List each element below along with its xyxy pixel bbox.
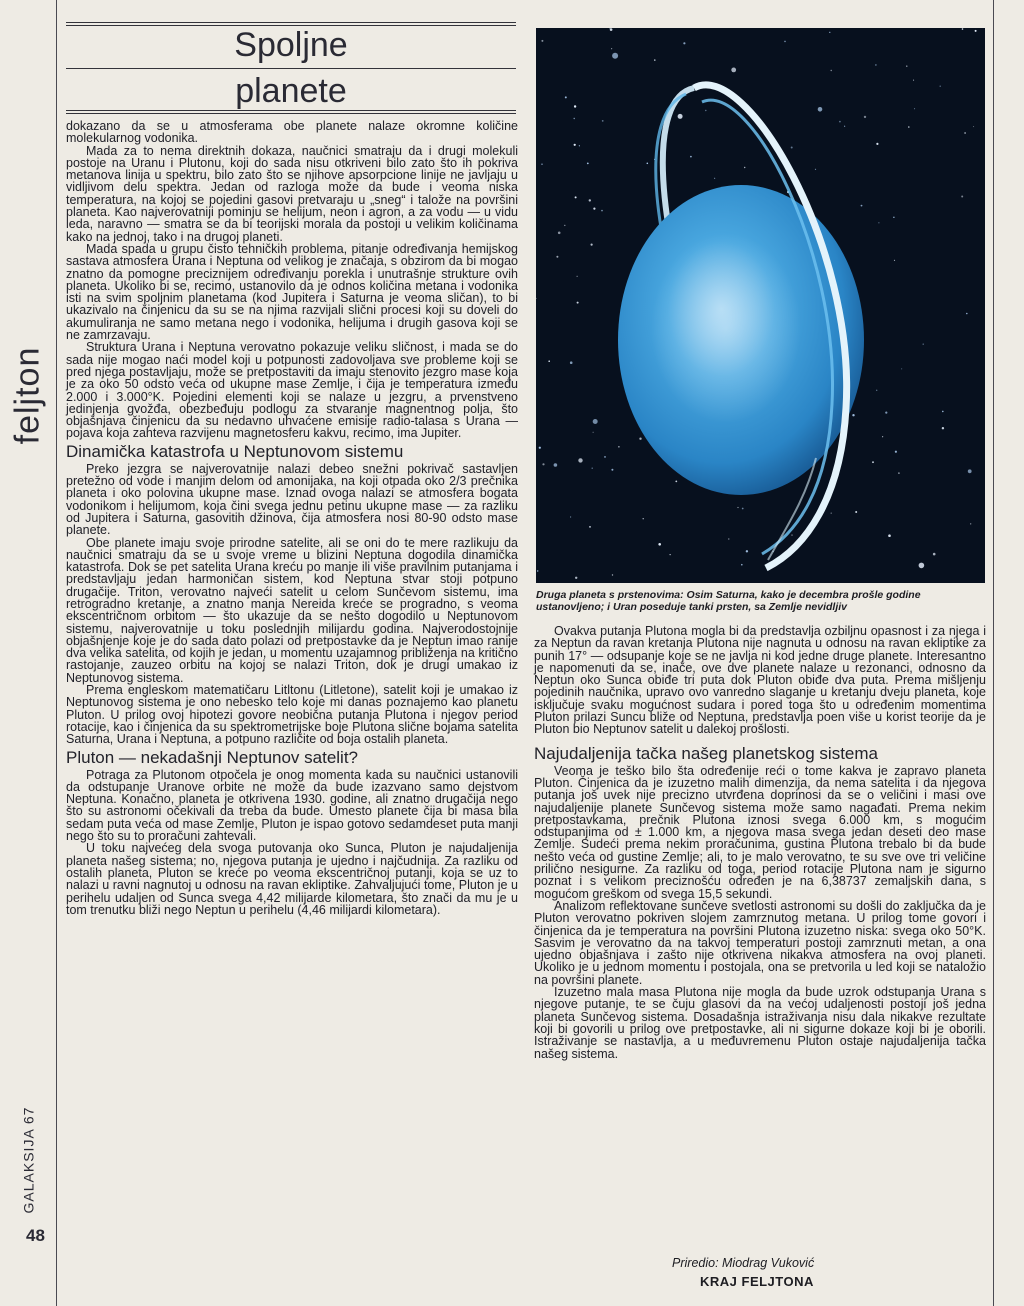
star <box>564 225 565 226</box>
star <box>942 427 944 429</box>
paragraph: Potraga za Plutonom otpočela je onog momenta kada su naučnici ustanovili da odstupanje Uranove orbite ne može da bude izazvano samo dejstvom Neptuna. Konačno, planeta je otkrivena 1930. godine, ali znatno drugačija nego što su astronomi očekivali da treba da bude. Umesto planete čija bi masa bila sedam puta veća od mase Zemlje, Pluton je ispao gotovo sedamdeset puta manji nego što su to proračuni zahtevali. <box>66 767 518 844</box>
star <box>670 554 671 555</box>
author-credit: Priredio: Miodrag Vuković <box>672 1256 815 1270</box>
article-title-block <box>66 22 516 114</box>
magazine-issue-label <box>8 1100 48 1220</box>
star <box>829 32 830 33</box>
star <box>589 199 591 201</box>
star <box>678 114 683 119</box>
star <box>556 256 558 258</box>
right-margin-rule <box>993 0 994 1306</box>
star <box>539 447 541 449</box>
star <box>591 244 593 246</box>
subheading-pluton-satellite: Pluton — nekadašnji Neptunov satelit? <box>66 747 359 767</box>
title-rule-bottom-inner <box>66 110 516 111</box>
paragraph: Mada za to nema direktnih dokaza, naučnici smatraju da i drugi molekuli postoje na Uranu i Plutonu, koji do sada nisu otkriveni bilo zato što ih pokriva metanova linija u spektru, bilo zato što se njihove apsorpcione linije ne javljaju u vidljivom delu spektra. Jedan od razloga može da bude i veoma niska temperatura, na kojoj se pojedini gasovi pretvaraju u „sneg“ i talože na površini planeta. Kao najverovatniji pominju se helijum, neon i agron, a za vodu — u vidu leda, naravno — smatra se da bi teorijski morala da postoji u velikim količinama kako na jednoj, tako i na drugoj planeti. <box>66 143 518 244</box>
star <box>577 276 578 277</box>
star <box>746 550 748 552</box>
paragraph: Mada spada u grupu čisto tehničkih problema, pitanje određivanja hemijskog sastava atmosfera Urana i Neptuna od velikog je značaja, s obzirom da bi mogao znatno da pomogne preciznijem određivanju porekla i unutrašnje strukture ovih planeta. Ukoliko bi se, recimo, ustanovilo da je odnos količina metana i vodonika isti na svim spoljnim planetama (kod Jupitera i Saturna je veoma sličan), to bi ukazivalo na činjenicu da su se na njima razvijali slični procesi koji su doveli do akumuliranja ne samo metana nego i vodonika, helijuma i drugih gasova koji se ne zamrzavaju. <box>66 241 518 343</box>
star <box>968 469 972 473</box>
star <box>893 217 894 218</box>
paragraph: Struktura Urana i Neptuna verovatno pokazuje veliku sličnost, i mada se do sada nije mogao naći model koji u potpunosti zadovoljava sve probleme koji se pred njega postavljaju, može se pretpostaviti da imaju stenovito jezgro mase koja je za oko 50 odsto veća od ukupne mase Zemlje, i čija je temperatura između 2.000 i 3.000°K. Pojedini elementi koji se nalaze u jezgru, a prvenstveno jedinjenja gvožđa, obezbeđuju podlogu za stvaranje magnentnog polja, što objašnjava činjenicu da su nedavno uhvaćene emisije radio-talasa s Urana — pojava koja zahteva razvijenu magnetosferu kakvu, recimo, ima Jupiter. <box>66 340 518 441</box>
star <box>975 30 977 32</box>
star <box>542 463 544 465</box>
star <box>611 469 613 471</box>
end-of-series-mark: KRAJ FELJTONA <box>700 1274 814 1289</box>
star <box>898 472 900 474</box>
star <box>570 516 571 517</box>
star <box>964 132 966 134</box>
paragraph: Preko jezgra se najverovatnije nalazi debeo snežni pokrivač sastavljen pretežno od vode i manjim delom od amonijaka, na koji otpada oko 2/3 prečnika planeta i oko polovina ukupne mase. Iznad ovoga nalazi se atmosfera bogata vodonikom i helijumom, koja čini svega jednu petinu ukupne mase — za razliku od Jupitera i Saturna, gasovitih džinova, čija atmosfera nosi 80-90 odsto mase planete. <box>66 461 518 538</box>
paragraph: Veoma je teško bilo šta određenije reći o tome kakva je zapravo planeta Pluton. Činjenica da je izuzetno malih dimenzija, da nema satelita i da njegova putanja još uvek nije precizno utvrđena doprinosi da se o veličini i masi ove najudaljenije planete Sunčevog sistema može samo nagađati. Prema nekim pretpostavkama, prečnik Plutona iznosi svega 6.000 km, s mogućim odstupanjima od ± 1.000 km, a njegova masa svega jedan deseti deo mase Zemlje. Sudeći prema nekim proračunima, gustina Plutona trebalo bi da bude nešto veća od gustine Zemlje; ali, to je malo verovatno, te su sve ove tri veličine prilično nesigurne. Za razliku od toga, period rotacije Plutona nam je sigurno poznat i s velikom preciznošću određen je na 6,38737 zemaljskih dana, s mogućom greškom od svega 15,5 sekundi. <box>534 763 986 901</box>
left-margin-rule <box>56 0 57 1306</box>
star <box>831 513 832 514</box>
title-rule-bottom <box>66 113 516 114</box>
star <box>602 120 604 122</box>
star <box>876 143 878 145</box>
star <box>784 41 786 43</box>
paragraph: Analizom reflektovane sunčeve svetlosti astronomi su došli do zaključka da je Pluton verovatno pokriven slojem zamrznutog metana. U prilog tome govori i činjenica da je temperatura na površini Plutona izuzetno niska: svega oko 50°K. Sasvim je verovatno da na takvoj temperaturi postoji zamrznuti metan, a ona ujedno objašnjava i zašto nije otkrivena nikakva atmosfera na ovoj planeti. Ukoliko je u jednom momentu i postojala, ona se pretvorila u led koji se nataložio na površini planete. <box>534 898 986 987</box>
section-label <box>4 330 52 460</box>
star <box>565 96 567 98</box>
right-text-column <box>534 625 986 1060</box>
star <box>855 511 857 513</box>
article-title-line-1: Spoljne <box>234 26 348 64</box>
uranus-ring-photo <box>536 28 985 583</box>
star <box>791 534 792 535</box>
subheading-farthest-point: Najudaljenija tačka našeg planetskog sistema <box>534 743 878 763</box>
star <box>593 419 598 424</box>
star <box>654 59 655 60</box>
section-label-text: feljton <box>8 346 47 444</box>
subheading-neptune-catastrophe: Dinamička katastrofa u Neptunovom sistemu <box>66 441 404 461</box>
star <box>919 563 925 569</box>
star <box>864 116 866 118</box>
paragraph: Prema engleskom matematičaru Litltonu (Litletone), satelit koji je umakao iz Neptunovog sistema je ono nebesko telo koje mi danas poznajemo kao planetu Pluton. U prilog ovoj hipotezi govore neobična putanja Plutona i njegov period rotacije, kao i činjenica da su spektrometrijske boje Plutona slične bojama satelita Saturna, Urana i Neptuna, a potpuno različite od boja ostalih planeta. <box>66 683 518 747</box>
star <box>705 110 706 111</box>
paragraph: Ovakva putanja Plutona mogla bi da predstavlja ozbiljnu opasnost i za njega i za Neptun da ravan kretanja Plutona nije nagnuta u odnosu na ravan ekliptike za punih 17° — odsupanje koje se ne javlja ni kod jedne druge planete. Interesantno je napomenuti da se, inače, ove dve planete nalaze u rezonanci, odnosno da Neptun oko Sunca obiđe tri puta dok Pluton obiđe dva puta. Prema mišljenju pojedinih naučnika, upravo ovo vanredno slaganje u kretanju dveju planeta, koje isključuje svaku mogućnost sudara i pored toga što u određenim momentima Pluton prilazi Suncu bliže od Neptuna, predstavlja poen više u korist teorije da je Pluton bio Neptunov satelit u dalekoj prošlosti. <box>534 624 986 737</box>
star <box>742 508 744 510</box>
star <box>906 66 907 67</box>
star <box>593 432 594 433</box>
photo-caption: Druga planeta s prstenovima: Osim Saturna, kako je decembra prošle godine ustanovljeno; i Uran poseduje tanki prsten, sa Zemlje nevidljiv <box>536 589 921 613</box>
star <box>570 361 573 364</box>
star <box>962 28 964 30</box>
star <box>675 481 677 483</box>
star <box>578 458 582 462</box>
star <box>791 147 793 149</box>
star <box>744 167 745 168</box>
star <box>839 121 841 123</box>
star <box>894 260 895 261</box>
star <box>875 64 876 65</box>
star <box>876 390 877 391</box>
star <box>541 40 543 42</box>
page-number: 48 <box>26 1226 45 1245</box>
star <box>618 446 620 448</box>
article-title-line-2: planete <box>235 72 347 110</box>
star <box>575 196 577 198</box>
star <box>882 436 883 437</box>
star <box>966 313 968 315</box>
star <box>554 463 558 467</box>
star <box>592 468 593 469</box>
star <box>577 302 579 304</box>
title-rule-top <box>66 22 516 23</box>
star <box>683 42 685 44</box>
star <box>574 105 576 107</box>
star <box>731 68 736 73</box>
star <box>914 108 915 109</box>
star <box>923 344 924 345</box>
star <box>913 80 914 81</box>
star <box>558 232 561 235</box>
star <box>658 543 661 546</box>
star <box>818 107 823 112</box>
left-text-column <box>66 120 518 916</box>
star <box>537 570 538 571</box>
star <box>601 210 603 212</box>
paragraph: Izuzetno mala masa Plutona nije mogla da bude uzrok odstupanja Urana s njegove putanje, te se čuju glasovi da na većoj udaljenosti postoji još jedna planeta Sunčevog sistema. Dosadašnja istraživanja nisu dala nikakve rezultate koji bi govorili u prilog ove pretpostavke, ali ni sigurne dokaze koji bi je oborili. Istraživanje se nastavlja, a u međuvremenu Pluton ostaje najudaljenija tačka našeg sistema. <box>534 985 986 1061</box>
star <box>593 208 595 210</box>
star <box>548 360 550 362</box>
star <box>639 438 641 440</box>
paragraph: dokazano da se u atmosferama obe planete nalaze okromne količine molekularnog vodonika. <box>66 119 518 146</box>
star <box>690 156 692 158</box>
star <box>579 145 580 146</box>
star <box>852 414 854 416</box>
paragraph: U toku najvećeg dela svoga putovanja oko Sunca, Pluton je najudaljenija planeta našeg sistema; no, njegova putanja je ujedno i najčudnija. Za razliku od ostalih planeta, Pluton se kreće po veoma ekscentričnoj putanji, koja se uz to nalazi u ravni nagnutoj u odnosu na ravan ekliptike. Zahvaljujući tome, Pluton je u perihelu udaljen od Sunca svega 4,42 milijarde kilometara, što znači da mu je u tom trenutku bliži nego Neptun u perihelu (4,46 milijardi kilometara). <box>66 841 518 917</box>
star <box>885 412 887 414</box>
star <box>895 451 897 453</box>
star <box>815 169 816 170</box>
star <box>574 118 575 119</box>
star <box>604 456 606 458</box>
star <box>942 411 944 413</box>
star <box>589 526 591 528</box>
star <box>861 205 863 207</box>
star <box>737 507 738 508</box>
magazine-issue-text: GALAKSIJA 67 <box>20 1106 37 1214</box>
star <box>643 518 644 519</box>
title-rule-middle <box>66 68 516 69</box>
star <box>575 577 577 579</box>
star <box>878 222 879 223</box>
star <box>973 126 974 127</box>
star <box>728 538 729 539</box>
star <box>888 534 891 537</box>
star <box>587 163 589 165</box>
star <box>612 53 618 59</box>
star <box>831 70 832 71</box>
star <box>908 126 910 128</box>
star <box>612 574 613 575</box>
paragraph: Obe planete imaju svoje prirodne satelite, ali se oni do te mere razlikuju da naučnici smatraju da se u svoje vreme u blizini Neptuna dogodila dinamička katastrofa. Dok se pet satelita Urana kreću po manje ili više pravilnim putanjama i predstavljaju jedan harmoničan sistem, kod Neptuna stvar stoji potpuno drugačije. Triton, verovatno najveći satelit u celom Sunčevom sistemu, ima retrogradno kretanje, a znatno manja Nereida kreće se progradno, s veoma ekscentričnom orbitom — što ukazuje da se nešto dogodilo u Neptunovom sistemu, najverovatnije u toku poslednjih milijardu godina. Najverodostojnije objašnjenje koje je do sada dato polazi od pretpostavke da je Neptun imao ranije dva velika satelita, od kojih je jedan, u momentu uzajamnog približenja na kritično rastojanje, zauzeo orbitu na kojoj se nalazi Triton, dok je drugi umakao iz Neptunovog sistema. <box>66 535 518 685</box>
star <box>844 126 845 127</box>
star <box>940 86 941 87</box>
star <box>574 144 576 146</box>
star <box>872 461 874 463</box>
star <box>611 48 612 49</box>
star <box>541 163 543 165</box>
star <box>647 163 649 165</box>
star <box>714 178 715 179</box>
star <box>961 196 963 198</box>
star <box>741 564 743 566</box>
star <box>610 28 613 31</box>
star <box>970 523 971 524</box>
star <box>933 553 936 556</box>
star <box>901 368 902 369</box>
